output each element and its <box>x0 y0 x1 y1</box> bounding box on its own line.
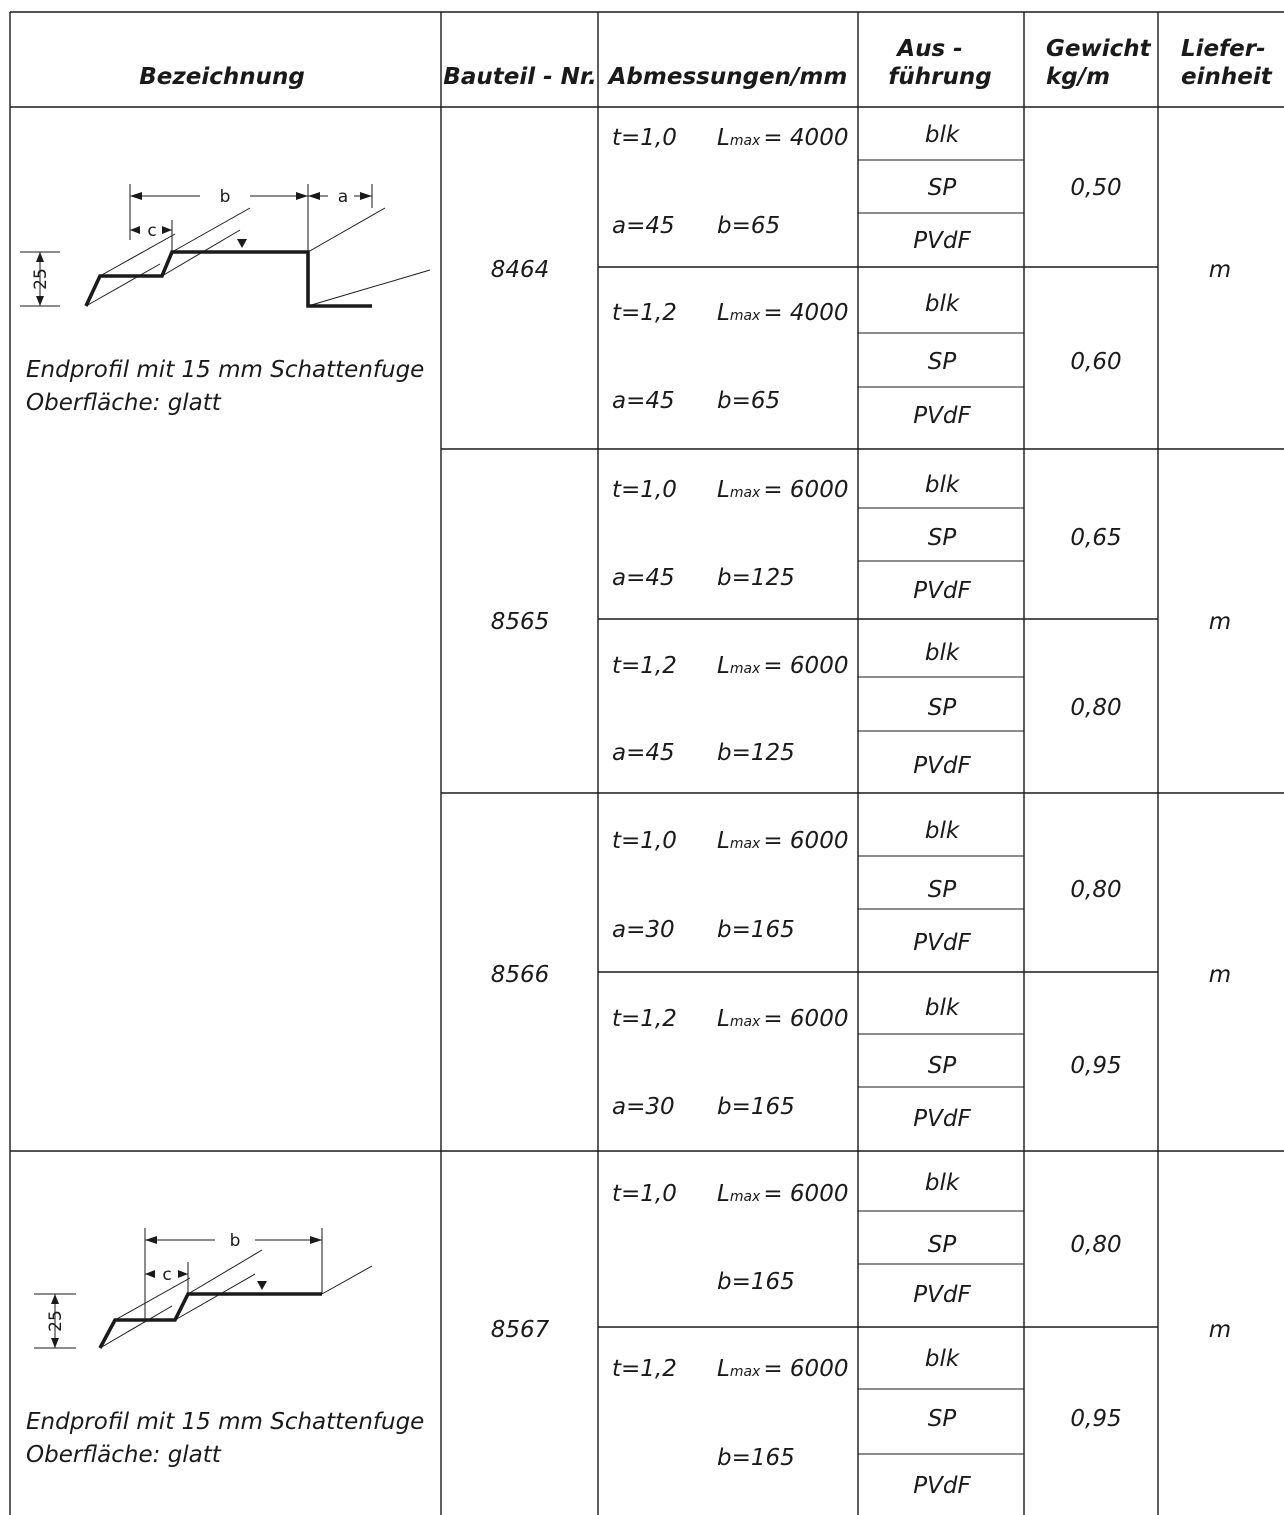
header-liefer-line2: einheit <box>1181 64 1272 90</box>
finish-blk: blk <box>924 640 960 666</box>
table-header <box>139 36 1273 90</box>
dim-b-label-b: b <box>229 1231 241 1251</box>
dim-a: a=30 <box>612 917 675 943</box>
table-row-8566 <box>491 818 1231 1132</box>
dim-a: a=30 <box>612 1094 675 1120</box>
weight: 0,95 <box>1070 1406 1122 1432</box>
finish-blk: blk <box>924 818 960 844</box>
thickness: t=1,0 <box>612 1181 677 1207</box>
dim-a: a=45 <box>612 388 675 414</box>
dim-a-label-a: a <box>337 187 349 207</box>
finish-sp: SP <box>927 349 957 375</box>
weight: 0,50 <box>1070 175 1122 201</box>
delivery-unit: m <box>1208 257 1232 283</box>
profile-drawing-b <box>26 1228 424 1468</box>
profile-a-line1: Endprofil mit 15 mm Schattenfuge <box>26 357 425 383</box>
header-liefer-line1: Liefer- <box>1181 36 1266 62</box>
finish-sp: SP <box>927 525 957 551</box>
header-bezeichnung: Bezeichnung <box>139 64 305 90</box>
header-gewicht-line2: kg/m <box>1046 64 1111 90</box>
delivery-unit: m <box>1208 1317 1232 1343</box>
delivery-unit: m <box>1208 609 1232 635</box>
weight: 0,80 <box>1070 877 1122 903</box>
profile-drawing-a <box>20 184 430 416</box>
finish-sp: SP <box>927 1232 957 1258</box>
thickness: t=1,0 <box>612 125 677 151</box>
weight: 0,95 <box>1070 1053 1122 1079</box>
finish-blk: blk <box>924 291 960 317</box>
table-row-8464 <box>491 122 1231 429</box>
part-nr: 8566 <box>490 962 550 988</box>
profile-b-line1: Endprofil mit 15 mm Schattenfuge <box>26 1409 425 1435</box>
finish-pvdf: PVdF <box>913 753 971 779</box>
profile-b-line2: Oberfläche: glatt <box>26 1442 221 1468</box>
finish-sp: SP <box>927 1406 957 1432</box>
lmax-value: Lmax = 6000 <box>717 477 849 503</box>
dim-b: b=165 <box>717 1094 795 1120</box>
dim-b: b=165 <box>717 917 795 943</box>
dim-a: a=45 <box>612 213 675 239</box>
lmax-value: Lmax = 6000 <box>717 653 849 679</box>
header-abmessungen: Abmessungen/mm <box>608 64 848 90</box>
dim-h-label-a: 25 <box>31 268 51 290</box>
finish-blk: blk <box>924 472 960 498</box>
finish-blk: blk <box>924 995 960 1021</box>
finish-pvdf: PVdF <box>913 1473 971 1499</box>
dim-b: b=125 <box>717 565 795 591</box>
finish-blk: blk <box>924 122 960 148</box>
dim-b: b=65 <box>717 388 781 414</box>
thickness: t=1,2 <box>612 1006 677 1032</box>
dim-b: b=125 <box>717 740 795 766</box>
part-nr: 8565 <box>490 609 550 635</box>
header-ausfuehrung-line2: führung <box>888 64 992 90</box>
profile-a-line2: Oberfläche: glatt <box>26 390 221 416</box>
finish-sp: SP <box>927 877 957 903</box>
finish-blk: blk <box>924 1170 960 1196</box>
dim-c-label-a: c <box>147 221 157 241</box>
part-nr: 8464 <box>490 257 550 283</box>
finish-blk: blk <box>924 1346 960 1372</box>
dim-b: b=165 <box>717 1445 795 1471</box>
thickness: t=1,2 <box>612 1356 677 1382</box>
weight: 0,80 <box>1070 695 1122 721</box>
finish-pvdf: PVdF <box>913 1282 971 1308</box>
finish-pvdf: PVdF <box>913 930 971 956</box>
finish-pvdf: PVdF <box>913 578 971 604</box>
header-gewicht-line1: Gewicht <box>1046 36 1151 62</box>
lmax-value: Lmax = 6000 <box>717 1006 849 1032</box>
dim-b: b=65 <box>717 213 781 239</box>
weight: 0,60 <box>1070 349 1122 375</box>
dim-b-label-a: b <box>219 187 231 207</box>
table-row-8567 <box>491 1170 1231 1499</box>
lmax-value: Lmax = 6000 <box>717 828 849 854</box>
dim-c-label-b: c <box>162 1265 172 1285</box>
header-bauteil-nr: Bauteil - Nr. <box>443 64 597 90</box>
thickness: t=1,2 <box>612 653 677 679</box>
header-ausfuehrung-line1: Aus - <box>897 36 963 62</box>
part-nr: 8567 <box>490 1317 550 1343</box>
lmax-value: Lmax = 6000 <box>717 1181 849 1207</box>
dim-a: a=45 <box>612 565 675 591</box>
finish-sp: SP <box>927 695 957 721</box>
dim-a: a=45 <box>612 740 675 766</box>
finish-pvdf: PVdF <box>913 228 971 254</box>
finish-pvdf: PVdF <box>913 403 971 429</box>
table-row-8565 <box>491 472 1231 779</box>
thickness: t=1,0 <box>612 828 677 854</box>
lmax-value: Lmax = 6000 <box>717 1356 849 1382</box>
finish-pvdf: PVdF <box>913 1106 971 1132</box>
weight: 0,65 <box>1070 525 1122 551</box>
lmax-value: Lmax = 4000 <box>717 125 849 151</box>
thickness: t=1,2 <box>612 300 677 326</box>
dim-b: b=165 <box>717 1269 795 1295</box>
weight: 0,80 <box>1070 1232 1122 1258</box>
finish-sp: SP <box>927 1053 957 1079</box>
finish-sp: SP <box>927 175 957 201</box>
lmax-value: Lmax = 4000 <box>717 300 849 326</box>
thickness: t=1,0 <box>612 477 677 503</box>
dim-h-label-b: 25 <box>46 1310 66 1332</box>
delivery-unit: m <box>1208 962 1232 988</box>
